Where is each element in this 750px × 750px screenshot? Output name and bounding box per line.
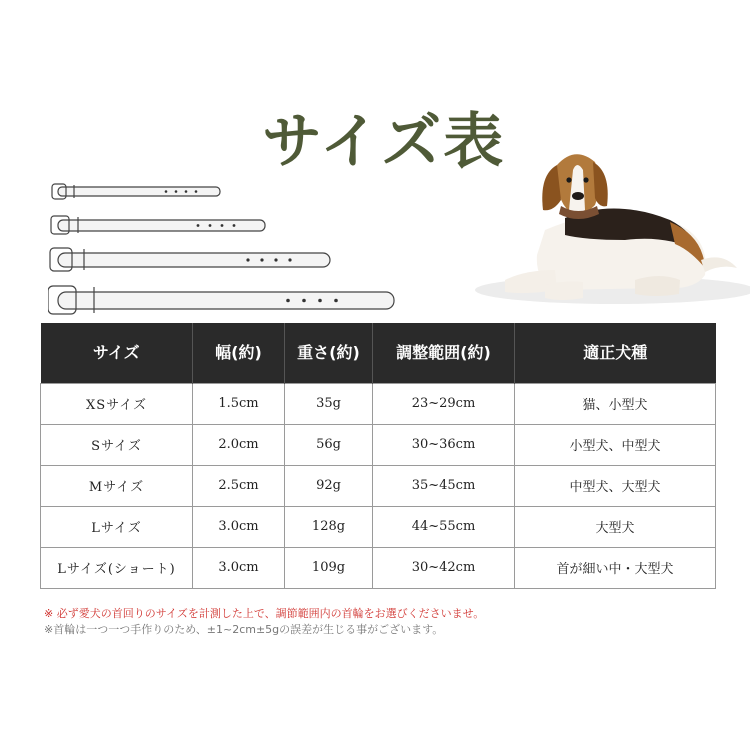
note-measure: ※ 必ず愛犬の首回りのサイズを計測した上で、調節範囲内の首輪をお選びくださいませ。: [44, 607, 485, 620]
header-breed: 適正犬種: [515, 323, 716, 383]
header-range: 調整範囲(約): [373, 323, 515, 383]
cell-width: 1.5cm: [193, 383, 285, 424]
cell-breed: 中型犬、大型犬: [515, 465, 716, 506]
table-row: [41, 506, 716, 547]
table-row: [41, 424, 716, 465]
note-handmade: ※首輪は一つ一つ手作りのため、±1~2cm±5gの誤差が生じる事がございます。: [44, 623, 444, 636]
beagle-photo: [465, 140, 750, 315]
cell-size: XSサイズ: [41, 383, 193, 424]
table-header-row: [41, 323, 716, 383]
cell-range: 44~55cm: [373, 506, 515, 547]
cell-weight: 128g: [285, 506, 373, 547]
table-row: [41, 547, 716, 588]
cell-weight: 92g: [285, 465, 373, 506]
cell-range: 35~45cm: [373, 465, 515, 506]
table-row: [41, 383, 716, 424]
cell-size: Mサイズ: [41, 465, 193, 506]
cell-width: 3.0cm: [193, 547, 285, 588]
page-title: サイズ表: [262, 107, 506, 177]
table-row: [41, 465, 716, 506]
header-width: 幅(約): [193, 323, 285, 383]
notes: [44, 606, 724, 638]
cell-size: Lサイズ(ショート): [41, 547, 193, 588]
header-size: サイズ: [41, 323, 193, 383]
cell-weight: 35g: [285, 383, 373, 424]
collar-size-illustration: [48, 180, 408, 320]
cell-range: 30~42cm: [373, 547, 515, 588]
cell-breed: 首が細い中・大型犬: [515, 547, 716, 588]
cell-breed: 猫、小型犬: [515, 383, 716, 424]
cell-width: 2.0cm: [193, 424, 285, 465]
cell-size: Lサイズ: [41, 506, 193, 547]
size-table: [40, 323, 716, 589]
cell-breed: 大型犬: [515, 506, 716, 547]
cell-weight: 56g: [285, 424, 373, 465]
cell-width: 2.5cm: [193, 465, 285, 506]
cell-range: 30~36cm: [373, 424, 515, 465]
cell-size: Sサイズ: [41, 424, 193, 465]
cell-weight: 109g: [285, 547, 373, 588]
cell-breed: 小型犬、中型犬: [515, 424, 716, 465]
cell-range: 23~29cm: [373, 383, 515, 424]
header-weight: 重さ(約): [285, 323, 373, 383]
cell-width: 3.0cm: [193, 506, 285, 547]
